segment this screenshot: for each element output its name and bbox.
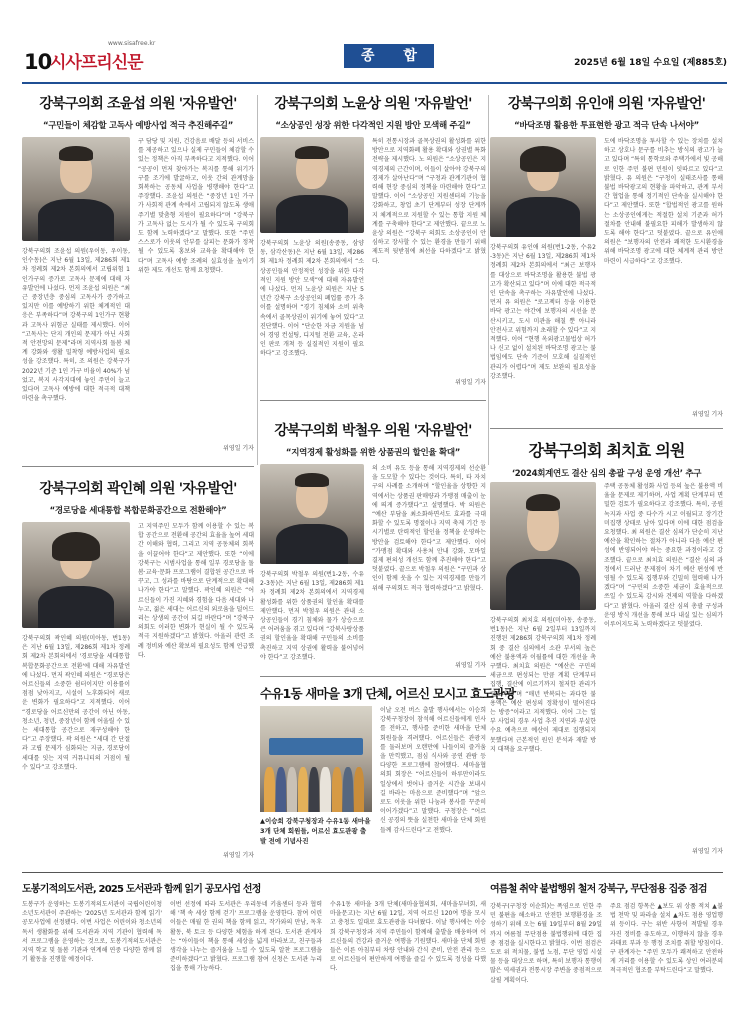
article-subhead: “경로당을 세대통합 복합문화공간으로 전환해야” xyxy=(49,506,227,516)
page-number: 10 xyxy=(24,50,52,74)
banner-in-photo xyxy=(269,738,363,755)
article-headline: 여름철 취약 불법행위 철저 강북구, 무단점용 집중 점검 xyxy=(490,884,707,895)
portrait-photo xyxy=(260,137,364,233)
article-body: 특히 전통시장과 골목상권의 활성화를 위한 방안으로 지역화폐 활용 확대와 상권별 특화 전략을 제시했다. 노 의원은 “소상공인은 지역경제의 근간이며, 이들이 살아야 강북구의 경제가 살아난다”며 “구청과 관계기관이 협력해 현장 중심의 정책을 마련해야 한다”고 말했다. 이어 “소상공인 지원센터의 기능을 강화하고, 창업 초기 단계부터 성장 단계까지 체계적으로 지원할 수 있는 통합 지원 체계를 구축해야 한다”고 제안했다. 끝으로 노윤상 의원은 “강북구 의회도 소상공인이 안심하고 장사할 수 있는 환경을 만들기 위해 제도적 뒷받침에 최선을 다하겠다”고 밝혔다. xyxy=(372,138,486,265)
portrait-photo xyxy=(490,482,596,610)
article-subhead: “지역경제 활성화를 위한 상품권의 할인율 확대” xyxy=(285,448,461,458)
article-headline: 수유1동 새마을 3개 단체, 어르신 모시고 효도관광 xyxy=(260,686,516,701)
section-divider xyxy=(260,400,486,401)
column-divider xyxy=(488,95,489,465)
article-headline: 강북구의회 최치효 의원 xyxy=(528,441,685,460)
portrait-photo xyxy=(260,464,364,564)
article-park-cheolwoo xyxy=(260,420,486,672)
article-body: 고 지역주민 모두가 함께 이용할 수 있는 복합 공간으로 전환해 공간의 효율을 높여 세대 간 이해와 협력, 그리고 지역 공동체의 회복을 이끌어야 한다”고 제안했다. 또한 “이에 강북구는 시범사업을 통해 일부 경로당을 돌봄·교육·문화 프로그램이 결합된 공간으로 바꾸고, 그 성과를 바탕으로 단계적으로 확대해 나가야 한다”고 말했다. 곽인혜 의원은 “어르신들이 가진 지혜와 경험을 다음 세대와 나누고, 젊은 세대는 어르신의 외로움을 덜어드리는 상생의 공간이 되길 바란다”며 “강북구의회도 이러한 변화가 현실이 될 수 있도록 적극 지원하겠다”고 밝혔다. 아울러 관련 조례 정비와 예산 확보의 필요성도 함께 언급했다. xyxy=(138,523,254,659)
article-dobong-library xyxy=(22,880,322,1020)
article-suyu1dong-saemaul xyxy=(260,684,516,866)
article-body: 강북구(구청장 이순희)는 폭염으로 인한 주민 불편을 해소하고 안전한 보행환경을 조성하기 위해 오는 6월 19일부터 8월 29일까지 여름철 무단점용 불법행위에 대한 집중 점검을 실시한다고 밝혔다. 이번 점검은 도로 위 적치물, 불법 노점, 무단 영업 시설물 등을 대상으로 하며, 특히 보행자 통행이 많은 역세권과 전통시장 주변을 중점적으로 살필 계획이다. xyxy=(490,903,602,984)
section-divider xyxy=(22,872,723,873)
article-headline: 도봉기적의도서관, 2025 도서관과 함께 읽기 공모사업 선정 xyxy=(22,884,261,895)
article-headline: 강북구의회 유인애 의원 '자유발언' xyxy=(507,96,706,112)
column-divider xyxy=(257,95,258,465)
article-no-yunsang xyxy=(260,93,486,393)
article-body: 강북구의회 노윤상 의원(송중동, 삼양동, 삼각산동)은 지난 6월 13일, 제286회 제1차 정례회 제2차 본회의에서 “소상공인들의 안정적인 성장을 위한 다각적인 지원 방안 모색”에 대해 자유발언에 나섰다. 먼저 노윤상 의원은 지난 5년간 강북구 소상공인의 폐업률 증가 추이를 설명하며 “경기 침체와 소비 위축 속에서 골목상권이 위기에 놓여 있다”고 진단했다. 이어 “단순한 자금 지원을 넘어 경영 컨설팅, 디지털 전환 교육, 온라인 판로 개척 등 실질적인 지원이 필요하다”고 강조했다. xyxy=(260,240,364,358)
article-body: 강북구의회 유인애 의원(번1-2동, 수유2-3동)은 지난 6월 13일, 제286회 제1차 정례회 제2차 본회의에서 “최근 보행자를 대상으로 바닥조명을 활용한 불법 광고가 확산되고 있다”며 이에 대한 적극적인 단속을 촉구하는 자유발언에 나섰다. 먼저 유 의원은 “로고젝터 등을 이용한 바닥 광고는 야간에 보행자의 시선을 분산시키고, 도시 미관을 해칠 뿐 아니라 안전사고 위험까지 초래할 수 있다”고 지적했다. 이어 “현행 옥외광고물법상 허가나 신고 없이 설치된 바닥조명 광고는 불법임에도 단속 기준이 모호해 실질적인 관리가 어렵다”며 제도 보완의 필요성을 강조했다. xyxy=(490,244,596,380)
masthead xyxy=(22,28,727,84)
portrait-photo xyxy=(22,137,130,241)
masthead-rule xyxy=(22,82,727,84)
portrait-photo xyxy=(490,137,596,237)
article-subhead: “구민들이 체감할 고독사 예방사업 적극 추진해주길” xyxy=(42,121,233,131)
section-divider xyxy=(260,676,486,677)
article-body: 의 소비 유도 등을 통해 지역경제의 선순환을 도모할 수 있다는 것이다. 특히, 타 자치구의 사례를 소개하며 “할인율을 상향한 지역에서는 상품권 판매량과 가맹점 매출이 눈에 띄게 증가했다”고 설명했다. 박 의원은 “예산 부담을 최소화하면서도 효과를 극대화할 수 있도록 명절이나 지역 축제 기간 등 시기별로 탄력적인 할인율 정책을 운영하는 방안을 검토해야 한다”고 제안했다. 이어 “가맹점 확대와 사용처 안내 강화, 모바일 결제 편의성 개선도 함께 추진해야 한다”고 덧붙였다. 끝으로 박철우 의원은 “구민과 상인이 함께 웃을 수 있는 지역경제를 만들기 위해 구의회도 적극 협력하겠다”고 밝혔다. xyxy=(372,465,486,592)
portrait-photo xyxy=(22,522,130,628)
section-title: 종 합 xyxy=(344,44,434,68)
article-headline: 강북구의회 곽인혜 의원 '자유발언' xyxy=(39,481,237,497)
article-yu-inae xyxy=(490,93,723,423)
article-body: 강북구의회 최치효 의원(미아동, 송중동, 번1동)은 지난 6월 2일부터 13일까지 진행된 제286회 강북구의회 제1차 정례회 중 결산 심의에서 소관 부서의 높은 예산 불용액과 이월률에 대한 개선을 촉구했다. 최치효 의원은 “예산은 구민의 세금으로 편성되는 만큼 계획 단계부터 집행, 결산에 이르기까지 철저한 관리가 필요하다”며 “매년 반복되는 과다한 불용액은 예산 편성의 정확성이 떨어진다는 방증”이라고 지적했다. 이어 그는 일부 사업의 경우 사업 추진 지연과 부실한 수요 예측으로 예산이 제대로 집행되지 못했다며 근본적인 원인 분석과 재발 방지 대책을 요구했다. xyxy=(490,617,596,753)
issue-date: 2025년 6월 18일 수요일 (제885호) xyxy=(574,58,727,68)
byline: 위영일 기자 xyxy=(455,379,486,386)
article-subhead: ‘2024회계연도 결산 심의 총괄 구성 운영 개선’ 추구 xyxy=(511,469,702,479)
section-divider xyxy=(490,428,723,429)
group-photo xyxy=(260,706,372,812)
article-body: 주택 공동체 활성화 사업 등의 높은 불용액 비율을 문제로 제기하며, 사업 계획 단계부터 면밀한 검토가 필요하다고 강조했다. 특히, 공원녹지과 사업 중 다수가 시고 이월되고 장기간 미집행 상태로 남아 있다며 이에 대한 점검을 요청했다. 최 의원은 결산 심의가 단순히 지난 예산을 확인하는 절차가 아니라 다음 예산 편성에 반영되어야 하는 중요한 과정이라고 강조했다. 끝으로 최치효 의원은 “결산 심의 과정에서 드러난 문제점이 차기 예산 편성에 반영될 수 있도록 집행부와 긴밀히 협력해 나가겠다”며 “구민의 소중한 세금이 효율적으로 쓰일 수 있도록 감시와 견제의 역할을 다하겠다”고 밝혔다. 아울러 결산 심의 총괄 구성과 운영 방식 개선을 통해 보다 내실 있는 심의가 이루어지도록 노력하겠다고 덧붙였다. xyxy=(604,483,723,629)
article-body: 강북구의회 곽인혜 의원(미아동, 번1동)은 지난 6월 13일, 제286회 제1차 정례회 제2차 본회의에서 '경로당을 세대통합 복합문화공간으로 전환'에 대해 자유발언에 나섰다. 먼저 곽인혜 의원은 “경로당은 어르신들의 소중한 쉼터이지만 이용률이 점점 낮아지고, 시설이 노후화되어 새로운 변화가 필요하다”고 지적했다. 이어 “경로당을 어르신만의 공간이 아닌 아동, 청소년, 청년, 중장년이 함께 어울릴 수 있는 세대통합 공간으로 재구성해야 한다”고 주장했다. 곽 의원은 “세대 간 단절과 고립 문제가 심화되는 지금, 경로당이 세대를 잇는 지역 커뮤니티의 거점이 될 수 있다”고 강조했다. xyxy=(22,635,130,771)
byline: 위영일 기자 xyxy=(692,848,723,855)
article-headline: 강북구의회 박철우 의원 '자유발언' xyxy=(274,423,472,439)
article-cho-yunseop xyxy=(22,93,254,461)
article-headline: 강북구의회 노윤상 의원 '자유발언' xyxy=(274,96,472,112)
byline: 위영일 기자 xyxy=(223,445,254,452)
article-headline: 강북구의회 조윤섭 의원 '자유발언' xyxy=(39,96,237,112)
newspaper-logo: 시사프리신문 xyxy=(50,53,143,73)
newspaper-url: www.sisafree.kr xyxy=(108,40,156,47)
article-body: 수유1동 새마을 3개 단체(새마을협의회, 새마을부녀회, 새마을문고)는 지난 6월 12일, 지역 어르신 120여 명을 모시고 충청도 일대로 효도관광을 다녀왔다. 이날 행사에는 이승희 강북구청장과 지역 주민들이 함께해 출발을 배웅하며 어르신들의 건강과 즐거운 여행을 기원했다. 새마을 단체 회원들은 이른 아침부터 차량 안내와 간식 준비, 안전 관리 등으로 어르신들이 편안하게 여행을 즐길 수 있도록 정성을 다했다. xyxy=(330,901,486,973)
article-gangbuk-inspection xyxy=(490,880,723,1020)
article-body: 도봉구가 운영하는 도봉기적의도서관이 국립어린이청소년도서관이 주관하는 '2025년 도서관과 함께 읽기' 공모사업에 선정됐다. 이번 사업은 어린이와 청소년의 독서 생활화를 위해 도서관과 지역 기관이 협력해 독서 프로그램을 운영하는 것으로, 도봉기적의도서관은 지역 학교 및 돌봄 기관과 연계해 연중 다양한 함께 읽기 활동을 진행할 예정이다. xyxy=(22,901,162,964)
article-body: 강북구의회 박철우 의원(번1-2동, 수유2-3동)은 지난 6월 13일, 제286회 제1차 정례회 제2차 본회의에서 지역경제 활성화를 위한 상품권의 할인율 확대를 제안했다. 먼저 박철우 의원은 관내 소상공인들이 경기 침체와 물가 상승으로 큰 어려움을 겪고 있다며 “강북사랑상품권의 할인율을 확대해 구민들의 소비를 촉진하고 지역 상권에 활력을 불어넣어야 한다”고 강조했다. xyxy=(260,571,364,661)
section-divider xyxy=(22,466,254,467)
byline: 위영일 기자 xyxy=(692,411,723,418)
byline: 위영일 기자 xyxy=(223,852,254,859)
article-body: 강북구의회 조윤섭 의원(우이동, 우이동, 인수동)은 지난 6월 13일, 제286회 제1차 정례회 제2차 본회의에서 고립위험 1인가구의 증가로 고독사 문제에 대해 자유발언에 나섰다. 먼저 조윤섭 의원은 “최근 중장년층 중심의 고독사가 증가하고 있지만 이를 예방하기 위한 체계적인 대응은 부족하다”며 강북구의 1인가구 현황과 고독사 위험군 실태를 제시했다. 이어 “고독사는 단지 개인의 문제가 아닌 사회적 안전망의 문제”라며 지역사회 돌봄 체계 강화와 생활 밀착형 예방사업의 필요성을 강조했다. 특히, 조 의원은 강북구가 2022년 기준 1인 가구 비율이 40%가 넘었고, 복지 사각지대에 놓인 주민이 늘고 있다며 고독사 예방에 대한 적극적 대책 마련을 촉구했다. xyxy=(22,248,130,403)
article-body: 이번 선정에 따라 도서관은 우리동네 키움센터 등과 협력해 '책 속 세상 함께 걷기' 프로그램을 운영한다. 참여 어린이들은 매월 한 권의 책을 함께 읽고, 작가와의 만남, 독후 활동, 북 토크 등 다양한 체험을 하게 된다. 도서관 관계자는 “아이들이 책을 통해 세상을 넓게 바라보고, 친구들과 생각을 나누는 즐거움을 느낄 수 있도록 알찬 프로그램을 준비하겠다”고 밝혔다. 프로그램 참여 신청은 도서관 누리집을 통해 가능하다. xyxy=(170,901,322,973)
article-subhead: “바닥조명 활용한 투표현한 광고 적극 단속 나서야” xyxy=(514,121,699,131)
article-body: 이날 오전 버스 출발 행사에서는 이승희 강북구청장이 참석해 어르신들에게 인사를 전하고, 행사를 준비한 새마을 단체 회원들을 격려했다. 어르신들은 관광지를 둘러보며 오랜만에 나들이의 즐거움을 만끽했고, 점심 식사와 공연 관람 등 다양한 프로그램에 참여했다. 새마을협의회 회장은 “어르신들이 하루만이라도 일상에서 벗어나 즐거운 시간을 보내시길 바라는 마음으로 준비했다”며 “앞으로도 이웃을 위한 나눔과 봉사를 꾸준히 이어가겠다”고 말했다. 구청장은 “어르신 공경의 뜻을 실천한 새마을 단체 회원들께 감사드린다”고 전했다. xyxy=(380,707,486,834)
article-body: 구 담당 및 지원, 건강음료 배달 등의 서비스를 제공하고 있으나 실제 구민들이 체감할 수 있는 정책은 아직 부족하다고 지적했다. 이어 “공공이 먼저 찾아가는 복지를 통해 위기가구를 조기에 발굴하고, 이웃 간의 관계망을 회복하는 공동체 사업을 병행해야 한다”고 주장했다. 조윤섭 의원은 “중장년 1인 가구가 사회적 관계 속에서 고립되지 않도록 생애주기별 맞춤형 지원이 필요하다”며 “강북구가 고독사 없는 도시가 될 수 있도록 구의회도 함께 노력하겠다”고 말했다. 또한 “주민 스스로가 이웃의 안부를 살피는 문화가 정착될 수 있도록 홍보와 교육을 확대해야 한다”며 고독사 예방 조례의 실효성을 높이기 위한 제도 개선도 함께 요청했다. xyxy=(138,138,254,274)
article-body: 주요 점검 항목은 ▲보도 위 상품 적치 ▲불법 천막 및 파라솔 설치 ▲차도 점용 영업행위 등이다. 구는 위반 사항이 적발될 경우 자진 정비를 유도하고, 이행하지 않을 경우 과태료 부과 등 행정 조치를 취할 방침이다. 구 관계자는 “주민 모두가 쾌적하고 안전하게 거리를 이용할 수 있도록 상인 여러분의 적극적인 협조를 부탁드린다”고 말했다. xyxy=(610,903,723,975)
photo-caption: ▲이승희 강북구청장과 수유1동 새마을 3개 단체 회원들, 어르신 효도관광 출발 전에 기념사진 xyxy=(260,817,371,845)
article-kwak-inhye xyxy=(22,478,254,868)
byline: 위영일 기자 xyxy=(455,662,486,669)
article-choi-chihyo xyxy=(490,438,723,868)
article-subhead: “소상공인 성장 위한 다각적인 지원 방안 모색해 주길” xyxy=(275,121,471,131)
article-body: 도에 바닥조명을 투사할 수 있는 장치를 설치하고 상호나 문구를 비추는 방식의 광고가 늘고 있다며 “특히 통학로와 주택가에서 빛 공해로 인한 주민 불편 민원이 잇따르고 있다”고 밝혔다. 유 의원은 “구청이 실태조사를 통해 불법 바닥광고의 현황을 파악하고, 관계 부서 간 협업을 통해 정기적인 단속을 실시해야 한다”고 제안했다. 또한 “합법적인 광고를 원하는 소상공인에게는 적절한 설치 기준과 허가 절차를 안내해 불필요한 피해가 발생하지 않도록 해야 한다”고 덧붙였다. 끝으로 유인애 의원은 “보행자의 안전과 쾌적한 도시환경을 위해 바닥조명 광고에 대한 체계적 관리 방안 마련이 시급하다”고 강조했다. xyxy=(604,138,723,265)
